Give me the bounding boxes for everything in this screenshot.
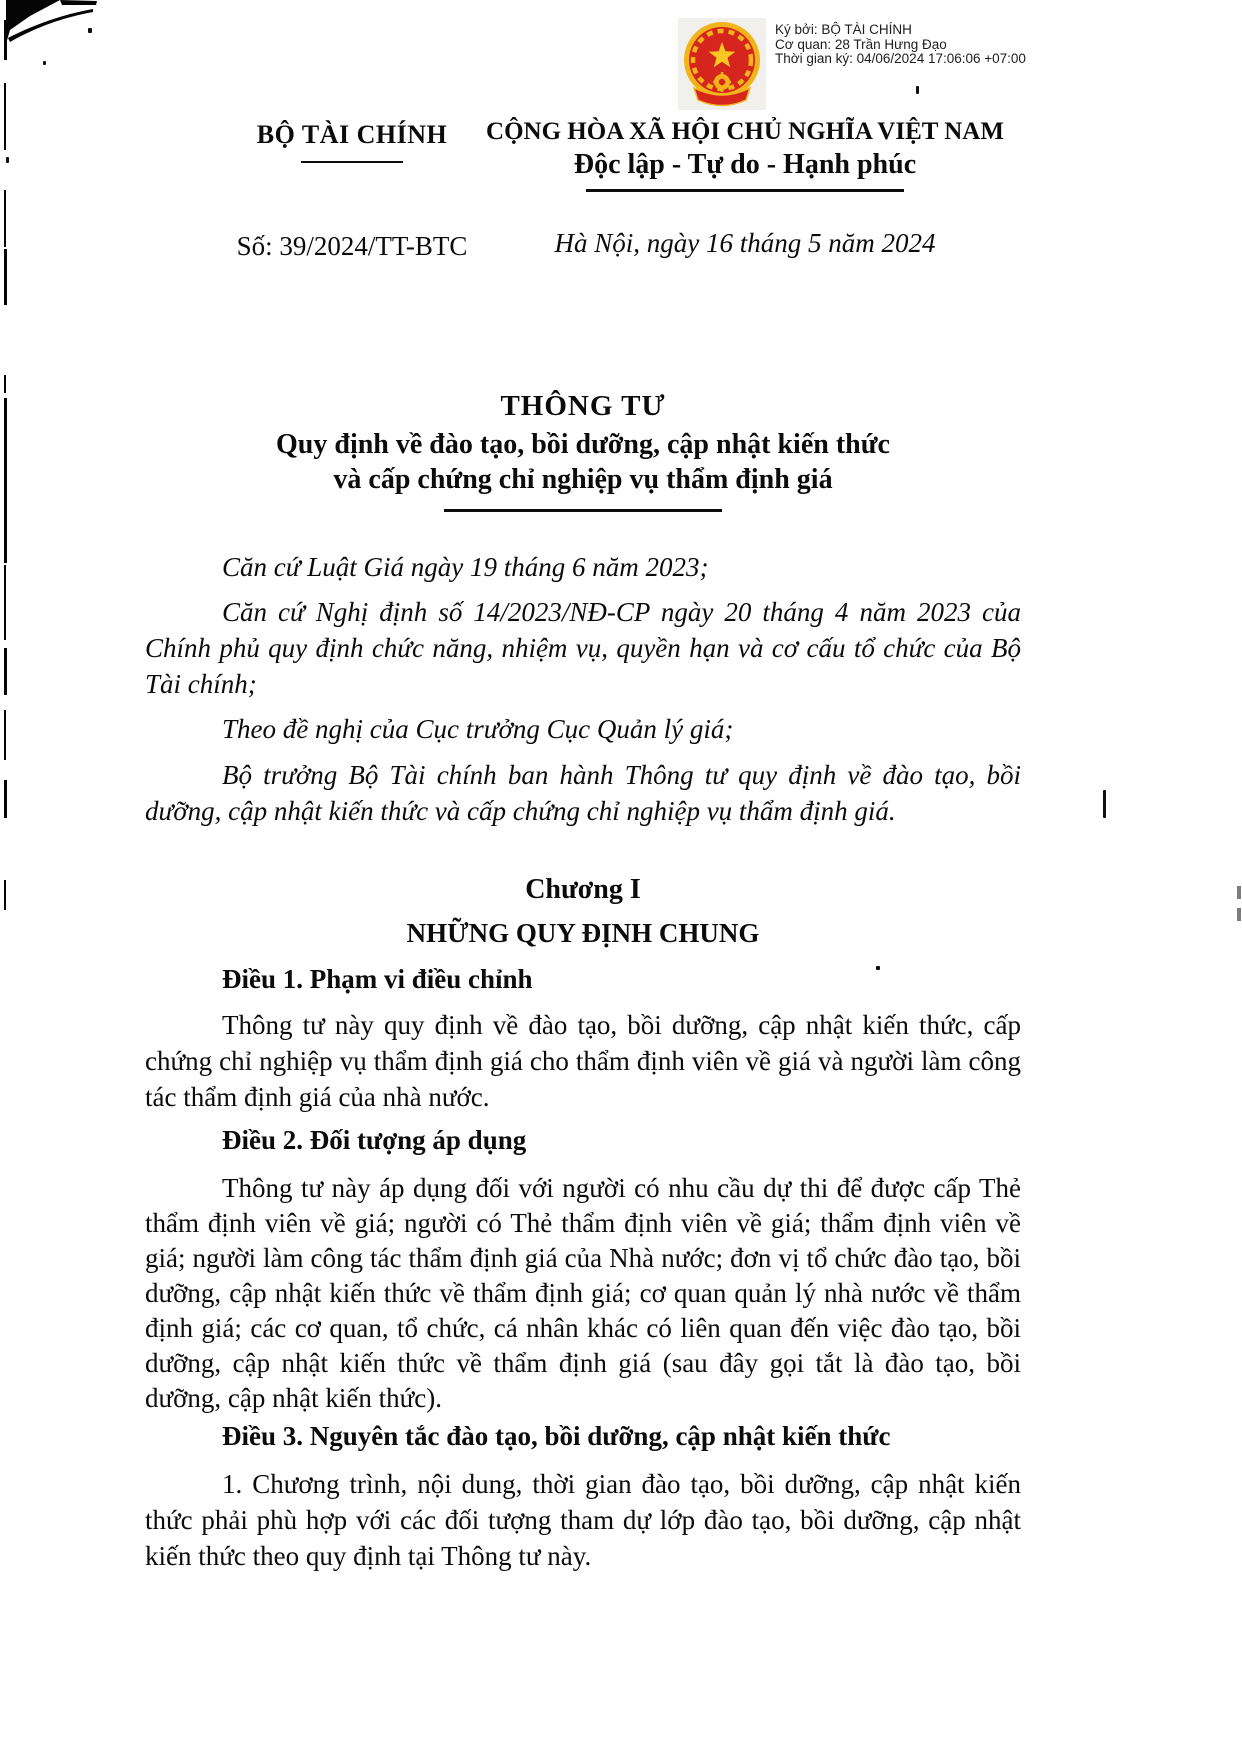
preamble-paragraph: Căn cứ Nghị định số 14/2023/NĐ-CP ngày 20 tháng 4 năm 2023 của Chính phủ quy định chức năng, nhiệm vụ, quyền hạn và cơ cấu tổ chức của Bộ Tài chính; [145,597,1021,699]
chapter-number: Chương I [525,874,641,905]
issuing-agency-block [192,120,512,163]
article-2-heading: Điều 2. Đối tượng áp dụng [222,1125,527,1155]
signature-signer: Ký bởi: BỘ TÀI CHÍNH [775,22,912,37]
chapter-title: NHỮNG QUY ĐỊNH CHUNG [406,918,760,948]
preamble-paragraph: Bộ trưởng Bộ Tài chính ban hành Thông tư quy định về đào tạo, bồi dưỡng, cập nhật kiến thức và cấp chứng chỉ nghiệp vụ thẩm định giá. [145,760,1021,826]
scan-speck-artifact [1103,790,1106,818]
preamble-paragraph: Căn cứ Luật Giá ngày 19 tháng 6 năm 2023; [222,552,709,582]
motto-underline [586,189,904,192]
scan-tick-artifact [1237,908,1241,921]
document-subject-line1: Quy định về đào tạo, bồi dưỡng, cập nhật kiến thức [276,429,890,460]
scan-speck-artifact [43,61,46,65]
scan-speck-artifact [876,966,880,970]
scan-speck-artifact [6,157,9,163]
scan-line-artifact [4,880,6,910]
scan-speck-artifact [88,28,92,33]
article-3-heading: Điều 3. Nguyên tắc đào tạo, bồi dưỡng, cập nhật kiến thức [222,1421,891,1451]
scan-line-artifact [4,375,6,393]
signature-timestamp: Thời gian ký: 04/06/2024 17:06:06 +07:00 [775,51,1026,66]
vietnam-national-emblem-icon [678,18,766,110]
scan-tick-artifact [1237,886,1241,899]
scan-line-artifact [4,190,6,247]
signature-agency: Cơ quan: 28 Trần Hưng Đạo [775,36,947,52]
document-subject-line2: và cấp chứng chỉ nghiệp vụ thẩm định giá [333,464,833,495]
article-3-body: 1. Chương trình, nội dung, thời gian đào tạo, bồi dưỡng, cập nhật kiến thức phải phù hợp với các đối tượng tham dự lớp đào tạo, bồi dưỡng, cập nhật kiến thức theo quy định tại Thông tư này. [145,1469,1021,1571]
national-motto-block [475,118,1015,192]
scan-line-artifact [4,83,6,150]
scan-line-artifact [4,780,7,818]
scan-line-artifact [4,710,6,760]
national-motto: Độc lập - Tự do - Hạnh phúc [573,149,917,180]
digital-signature-stamp [678,18,1026,110]
signature-details [775,18,1026,110]
article-1-body: Thông tư này quy định về đào tạo, bồi dưỡng, cập nhật kiến thức, cấp chứng chỉ nghiệp vụ thẩm định giá cho thẩm định viên về giá và người làm công tác thẩm định giá của nhà nước. [145,1010,1021,1112]
preamble-paragraph: Theo đề nghị của Cục trưởng Cục Quản lý giá; [222,714,734,744]
article-1-heading: Điều 1. Phạm vi điều chỉnh [222,964,533,994]
scan-line-artifact [4,249,7,305]
scan-line-artifact [4,648,7,695]
scan-line-artifact [4,398,7,563]
scan-line-artifact [4,565,6,640]
issuer-underline [301,161,403,163]
scan-line-artifact [4,20,7,60]
issuing-agency-name: BỘ TÀI CHÍNH [256,120,448,149]
scan-corner-fold-artifact [0,0,100,66]
document-type: THÔNG TƯ [500,390,666,422]
article-2-body: Thông tư này áp dụng đối với người có nhu cầu dự thi để được cấp Thẻ thẩm định viên về giá; người có Thẻ thẩm định viên về giá; thẩm định viên về giá; người làm công tác thẩm định giá của Nhà nước; đơn vị tổ chức đào tạo, bồi dưỡng, cập nhật kiến thức về thẩm định giá; cơ quan quản lý nhà nước về thẩm định giá; các cơ quan, tổ chức, cá nhân khác có liên quan đến việc đào tạo, bồi dưỡng, cập nhật kiến thức về thẩm định giá (sau đây gọi tắt là đào tạo, bồi dưỡng, cập nhật kiến thức). [145,1173,1021,1413]
national-name: CỘNG HÒA XÃ HỘI CHỦ NGHĨA VIỆT NAM [486,118,1004,145]
place-and-date: Hà Nội, ngày 16 tháng 5 năm 2024 [554,228,936,258]
document-number: Số: 39/2024/TT-BTC [236,231,468,261]
title-underline [444,509,722,512]
document-title-block [145,390,1021,512]
